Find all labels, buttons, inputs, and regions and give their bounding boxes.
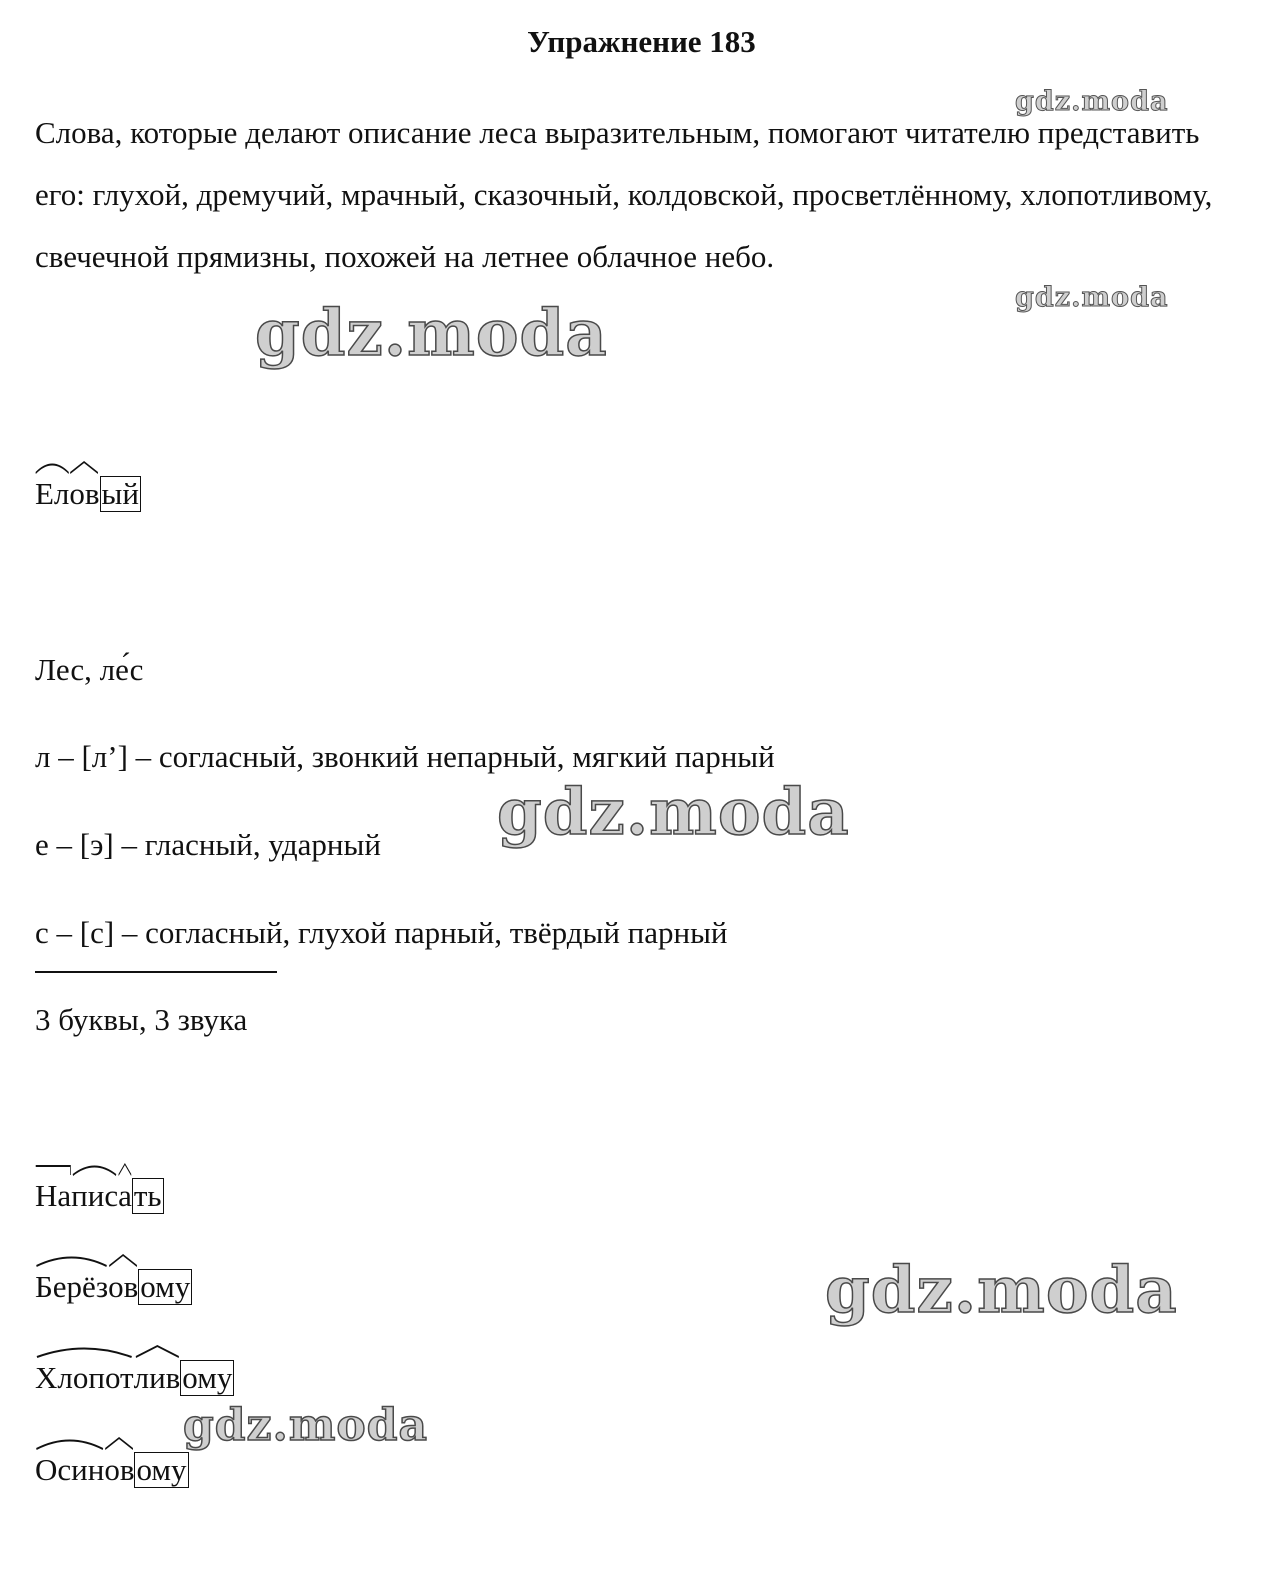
root-segment: пис [71, 1176, 118, 1216]
sound-line-1: л – [л’] – согласный, звонкий непарный, мягкий парный [35, 739, 775, 774]
suffix-segment: ов [69, 474, 99, 514]
suffix-segment: лив [134, 1358, 181, 1398]
morph-word-napisat [35, 1176, 164, 1216]
morph-word-berezovomu [35, 1267, 192, 1307]
watermark-text: gdz.moda [825, 1253, 1178, 1328]
root-segment: Ел [35, 474, 69, 514]
sound-line-2: е – [э] – гласный, ударный [35, 827, 381, 862]
watermark-text: gdz.moda [1015, 282, 1169, 313]
answer-paragraph: Слова, которые делают описание леса выразительным, помогают читателю представить его: глухой, дремучий, мрачный, сказочный, колдовской, просветлённому, хлопотливому, свечечной прямизны, похожей на летнее облачное небо. [35, 115, 1213, 274]
watermark-text: gdz.moda [183, 1400, 429, 1451]
morph-word-osinovomu [35, 1450, 189, 1490]
watermark-text: gdz.moda [255, 296, 608, 371]
watermark-text: gdz.moda [497, 775, 850, 850]
suffix-segment: ов [104, 1450, 134, 1490]
exercise-title: Упражнение 183 [527, 24, 756, 59]
sound-line-3: с – [с] – согласный, глухой парный, твёрдый парный [35, 915, 728, 950]
root-segment: Берёз [35, 1267, 108, 1307]
prefix-segment: На [35, 1176, 71, 1216]
ending-segment: ый [101, 476, 139, 511]
ending-segment: ому [182, 1360, 233, 1395]
root-segment: Хлопот [35, 1358, 134, 1398]
summary-divider [35, 971, 277, 973]
root-segment: Осин [35, 1450, 104, 1490]
morph-word-hlopotlivomu [35, 1358, 234, 1398]
ending-segment: ому [140, 1269, 191, 1304]
suffix-segment: ов [108, 1267, 138, 1307]
ending-segment: ть [133, 1178, 162, 1213]
phonetic-word: Лес, ле́с [35, 652, 144, 687]
sound-summary: 3 буквы, 3 звука [35, 1002, 248, 1037]
watermark-text: gdz.moda [1015, 86, 1169, 117]
suffix-segment: а [118, 1176, 132, 1216]
morph-word-eloviy [35, 474, 141, 514]
ending-segment: ому [136, 1452, 187, 1487]
